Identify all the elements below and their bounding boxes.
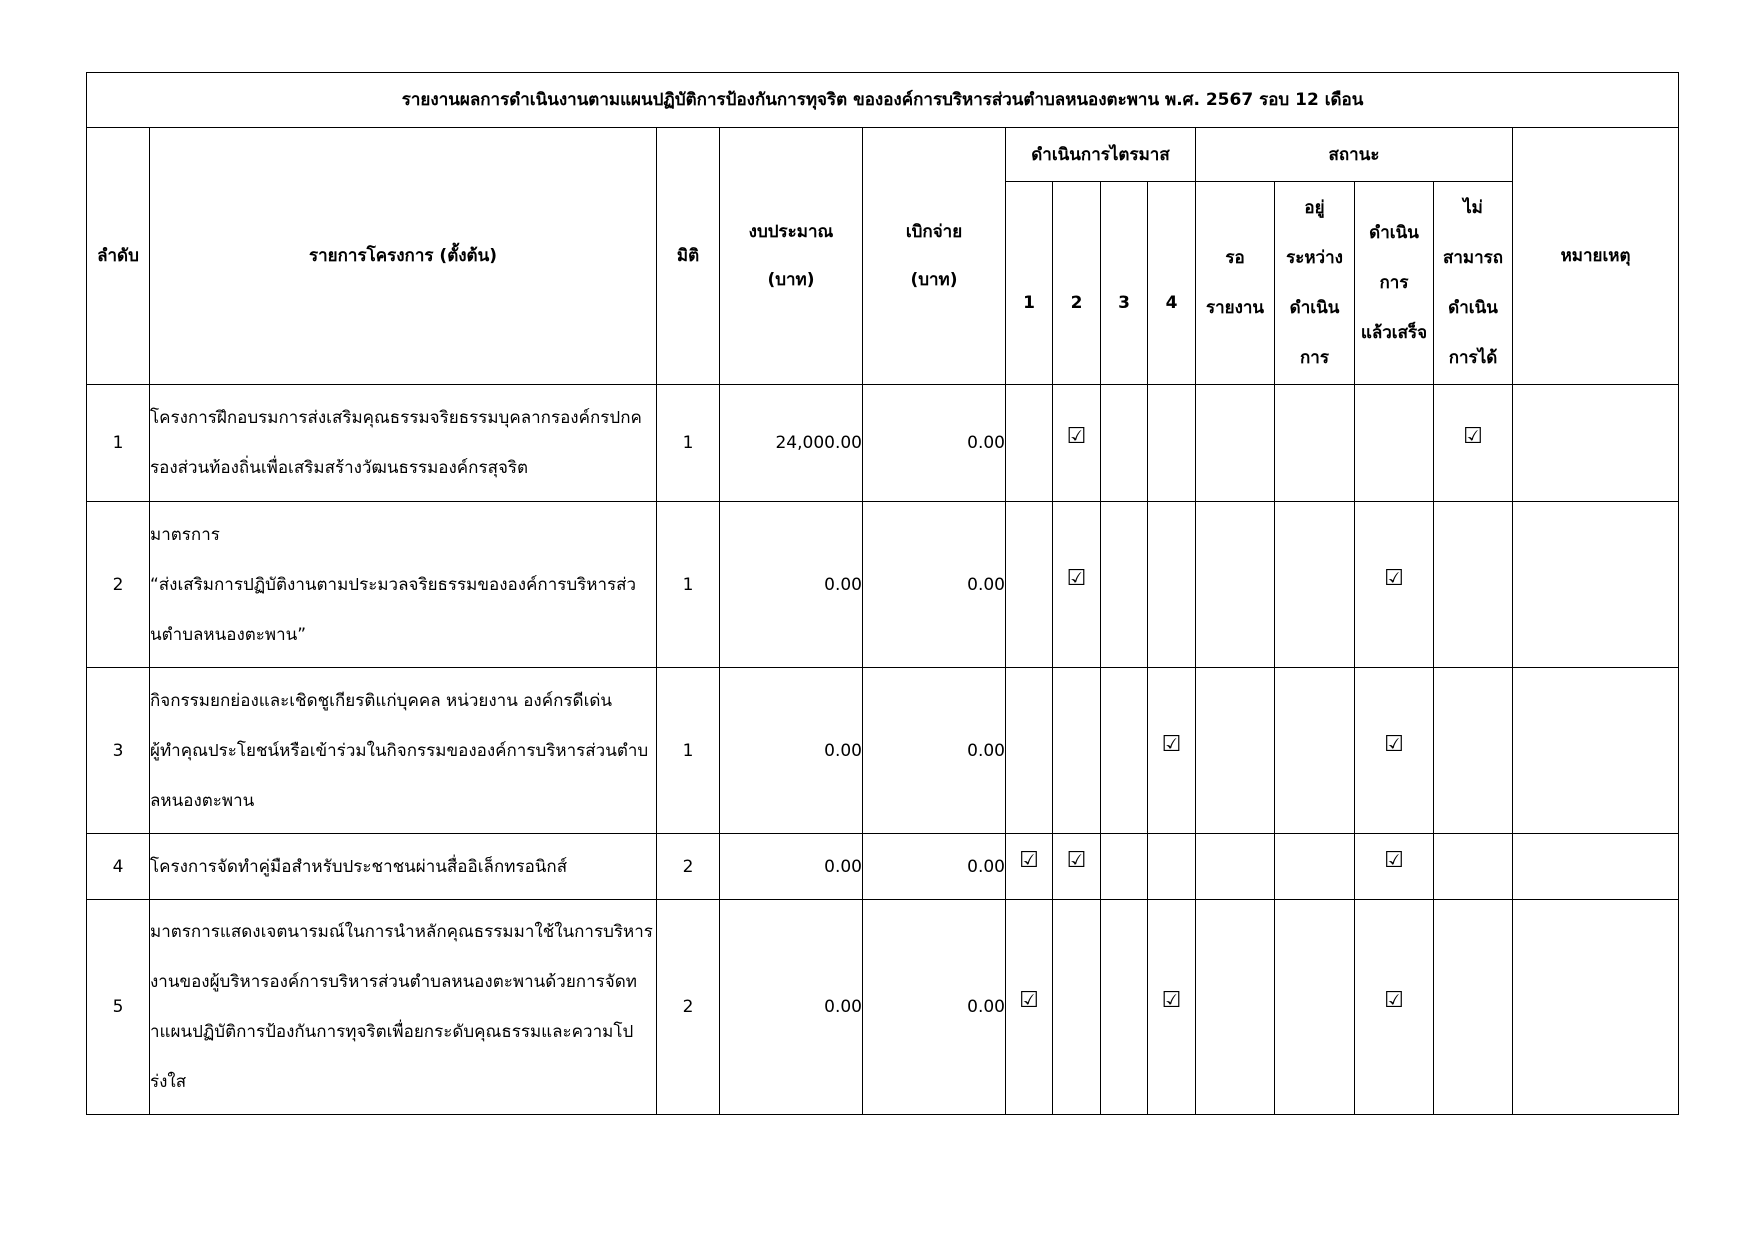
header-q3: 3 bbox=[1101, 182, 1148, 385]
row-no: 2 bbox=[87, 502, 150, 668]
header-q2: 2 bbox=[1053, 182, 1101, 385]
row-quarter-3 bbox=[1101, 385, 1148, 502]
header-disbursed-line2: (บาท) bbox=[910, 270, 958, 290]
row-project-line: มาตรการแสดงเจตนารมณ์ในการนำหลักคุณธรรมมาใช้ในการบริหาร bbox=[150, 922, 653, 942]
row-status-done bbox=[1355, 668, 1434, 834]
row-disbursed: 0.00 bbox=[863, 502, 1006, 668]
row-project bbox=[150, 900, 657, 1115]
row-quarter-1 bbox=[1006, 668, 1053, 834]
row-status-progress bbox=[1275, 668, 1355, 834]
row-quarter-4 bbox=[1148, 668, 1196, 834]
row-quarter-1 bbox=[1006, 385, 1053, 502]
checkbox-checked-icon: ☑ bbox=[1066, 847, 1087, 873]
row-quarter-3 bbox=[1101, 900, 1148, 1115]
header-status-progress-l2: ระหว่าง bbox=[1286, 248, 1343, 268]
row-status-unable bbox=[1434, 385, 1513, 502]
row-quarter-4 bbox=[1148, 502, 1196, 668]
row-dimension: 1 bbox=[657, 385, 720, 502]
checkbox-checked-icon: ☑ bbox=[1463, 424, 1483, 449]
row-disbursed: 0.00 bbox=[863, 385, 1006, 502]
row-quarter-3 bbox=[1101, 668, 1148, 834]
checkbox-checked-icon: ☑ bbox=[1384, 988, 1404, 1013]
row-quarter-2 bbox=[1053, 834, 1101, 900]
header-status-group: สถานะ bbox=[1196, 128, 1513, 182]
header-budget-line2: (บาท) bbox=[767, 270, 815, 290]
header-status-wait-l1: รอ bbox=[1225, 248, 1245, 268]
row-quarter-4 bbox=[1148, 834, 1196, 900]
row-project bbox=[150, 385, 657, 502]
header-disbursed-line1: เบิกจ่าย bbox=[905, 222, 963, 242]
header-status-wait-l2: รายงาน bbox=[1205, 298, 1265, 318]
row-quarter-1 bbox=[1006, 502, 1053, 668]
checkbox-checked-icon: ☑ bbox=[1384, 847, 1404, 873]
row-project-line: รองส่วนท้องถิ่นเพื่อเสริมสร้างวัฒนธรรมองค์กรสุจริต bbox=[150, 458, 529, 478]
row-status-progress bbox=[1275, 502, 1355, 668]
row-dimension: 1 bbox=[657, 502, 720, 668]
header-status-progress-l4: การ bbox=[1300, 348, 1329, 368]
table-row bbox=[87, 834, 1679, 900]
checkbox-checked-icon: ☑ bbox=[1161, 731, 1182, 757]
row-dimension: 2 bbox=[657, 834, 720, 900]
row-no: 3 bbox=[87, 668, 150, 834]
row-no: 1 bbox=[87, 385, 150, 502]
row-quarter-3 bbox=[1101, 834, 1148, 900]
row-project-line: ผู้ทำคุณประโยชน์หรือเข้าร่วมในกิจกรรมขององค์การบริหารส่วนตำบ bbox=[150, 740, 649, 761]
row-remark bbox=[1513, 668, 1679, 834]
row-project-line: “ส่งเสริมการปฏิบัติงานตามประมวลจริยธรรมขององค์การบริหารส่ว bbox=[150, 574, 637, 595]
row-status-unable bbox=[1434, 834, 1513, 900]
row-quarter-2 bbox=[1053, 385, 1101, 502]
row-dimension: 1 bbox=[657, 668, 720, 834]
row-project-line: กิจกรรมยกย่องและเชิดชูเกียรติแก่บุคคล หน่วยงาน องค์กรดีเด่น bbox=[150, 690, 613, 711]
header-status-done-l2: การ bbox=[1379, 273, 1409, 293]
row-quarter-4 bbox=[1148, 900, 1196, 1115]
header-status-wait bbox=[1196, 182, 1275, 385]
row-no: 4 bbox=[87, 834, 150, 900]
row-status-progress bbox=[1275, 385, 1355, 502]
row-status-unable bbox=[1434, 900, 1513, 1115]
row-status-wait bbox=[1196, 502, 1275, 668]
row-status-done bbox=[1355, 900, 1434, 1115]
header-status-unable bbox=[1434, 182, 1513, 385]
row-remark bbox=[1513, 502, 1679, 668]
report-title: รายงานผลการดำเนินงานตามแผนปฏิบัติการป้องกันการทุจริต ขององค์การบริหารส่วนตำบลหนองตะพาน พ.ศ. 2567 รอบ 12 เดือน bbox=[87, 73, 1679, 128]
row-disbursed: 0.00 bbox=[863, 668, 1006, 834]
header-quarter-group: ดำเนินการไตรมาส bbox=[1006, 128, 1196, 182]
header-status-progress-l3: ดำเนิน bbox=[1289, 298, 1340, 318]
checkbox-checked-icon: ☑ bbox=[1019, 988, 1039, 1013]
header-budget-line1: งบประมาณ bbox=[748, 222, 834, 242]
row-project-line: นตำบลหนองตะพาน” bbox=[150, 624, 307, 645]
checkbox-checked-icon: ☑ bbox=[1384, 565, 1404, 591]
row-status-wait bbox=[1196, 834, 1275, 900]
table-row bbox=[87, 385, 1679, 502]
checkbox-checked-icon: ☑ bbox=[1384, 731, 1404, 757]
header-q4: 4 bbox=[1148, 182, 1196, 385]
table-row bbox=[87, 502, 1679, 668]
row-budget: 0.00 bbox=[720, 834, 863, 900]
row-project-line: มาตรการ bbox=[150, 524, 220, 545]
row-no: 5 bbox=[87, 900, 150, 1115]
row-project-line: ำแผนปฏิบัติการป้องกันการทุจริตเพื่อยกระดับคุณธรรมและความโป bbox=[150, 1022, 634, 1042]
header-status-done bbox=[1355, 182, 1434, 385]
row-budget: 0.00 bbox=[720, 502, 863, 668]
report-table bbox=[86, 72, 1679, 1115]
row-status-unable bbox=[1434, 502, 1513, 668]
row-project bbox=[150, 502, 657, 668]
table-row bbox=[87, 668, 1679, 834]
row-budget: 24,000.00 bbox=[720, 385, 863, 502]
header-q1: 1 bbox=[1006, 182, 1053, 385]
row-status-wait bbox=[1196, 385, 1275, 502]
checkbox-checked-icon: ☑ bbox=[1019, 847, 1039, 873]
header-status-progress bbox=[1275, 182, 1355, 385]
checkbox-checked-icon: ☑ bbox=[1066, 424, 1087, 449]
row-remark bbox=[1513, 385, 1679, 502]
row-dimension: 2 bbox=[657, 900, 720, 1115]
row-status-done bbox=[1355, 385, 1434, 502]
row-quarter-4 bbox=[1148, 385, 1196, 502]
header-status-unable-l4: การได้ bbox=[1448, 348, 1498, 368]
row-status-done bbox=[1355, 502, 1434, 668]
row-project-line: งานของผู้บริหารองค์การบริหารส่วนตำบลหนองตะพานด้วยการจัดท bbox=[150, 972, 637, 992]
header-status-done-l3: แล้วเสร็จ bbox=[1360, 323, 1428, 343]
header-no: ลำดับ bbox=[87, 128, 150, 385]
header-status-unable-l1: ไม่ bbox=[1463, 198, 1483, 218]
header-disbursed bbox=[863, 128, 1006, 385]
row-status-wait bbox=[1196, 900, 1275, 1115]
row-quarter-1 bbox=[1006, 834, 1053, 900]
header-status-progress-l1: อยู่ bbox=[1304, 198, 1325, 218]
row-project-line: ร่งใส bbox=[150, 1072, 187, 1092]
checkbox-checked-icon: ☑ bbox=[1161, 988, 1182, 1013]
row-quarter-2 bbox=[1053, 900, 1101, 1115]
row-project bbox=[150, 834, 657, 900]
header-project: รายการโครงการ (ตั้งต้น) bbox=[150, 128, 657, 385]
checkbox-checked-icon: ☑ bbox=[1066, 565, 1087, 591]
row-budget: 0.00 bbox=[720, 900, 863, 1115]
row-status-done bbox=[1355, 834, 1434, 900]
row-budget: 0.00 bbox=[720, 668, 863, 834]
header-budget bbox=[720, 128, 863, 385]
row-project-line: โครงการฝึกอบรมการส่งเสริมคุณธรรมจริยธรรมบุคลากรองค์กรปกค bbox=[150, 408, 642, 428]
row-remark bbox=[1513, 834, 1679, 900]
row-project bbox=[150, 668, 657, 834]
row-quarter-2 bbox=[1053, 502, 1101, 668]
header-status-unable-l2: สามารถ bbox=[1442, 248, 1504, 268]
table-row bbox=[87, 900, 1679, 1115]
header-remark: หมายเหตุ bbox=[1513, 128, 1679, 385]
row-status-progress bbox=[1275, 834, 1355, 900]
row-remark bbox=[1513, 900, 1679, 1115]
header-dimension: มิติ bbox=[657, 128, 720, 385]
row-disbursed: 0.00 bbox=[863, 900, 1006, 1115]
report-table-body bbox=[87, 385, 1679, 1115]
row-quarter-2 bbox=[1053, 668, 1101, 834]
row-disbursed: 0.00 bbox=[863, 834, 1006, 900]
row-status-unable bbox=[1434, 668, 1513, 834]
row-status-wait bbox=[1196, 668, 1275, 834]
row-status-progress bbox=[1275, 900, 1355, 1115]
row-project-line: โครงการจัดทำคู่มือสำหรับประชาชนผ่านสื่ออิเล็กทรอนิกส์ bbox=[150, 856, 568, 877]
header-status-done-l1: ดำเนิน bbox=[1369, 223, 1419, 243]
header-status-unable-l3: ดำเนิน bbox=[1448, 298, 1498, 318]
row-project-line: ลหนองตะพาน bbox=[150, 790, 255, 811]
row-quarter-1 bbox=[1006, 900, 1053, 1115]
row-quarter-3 bbox=[1101, 502, 1148, 668]
